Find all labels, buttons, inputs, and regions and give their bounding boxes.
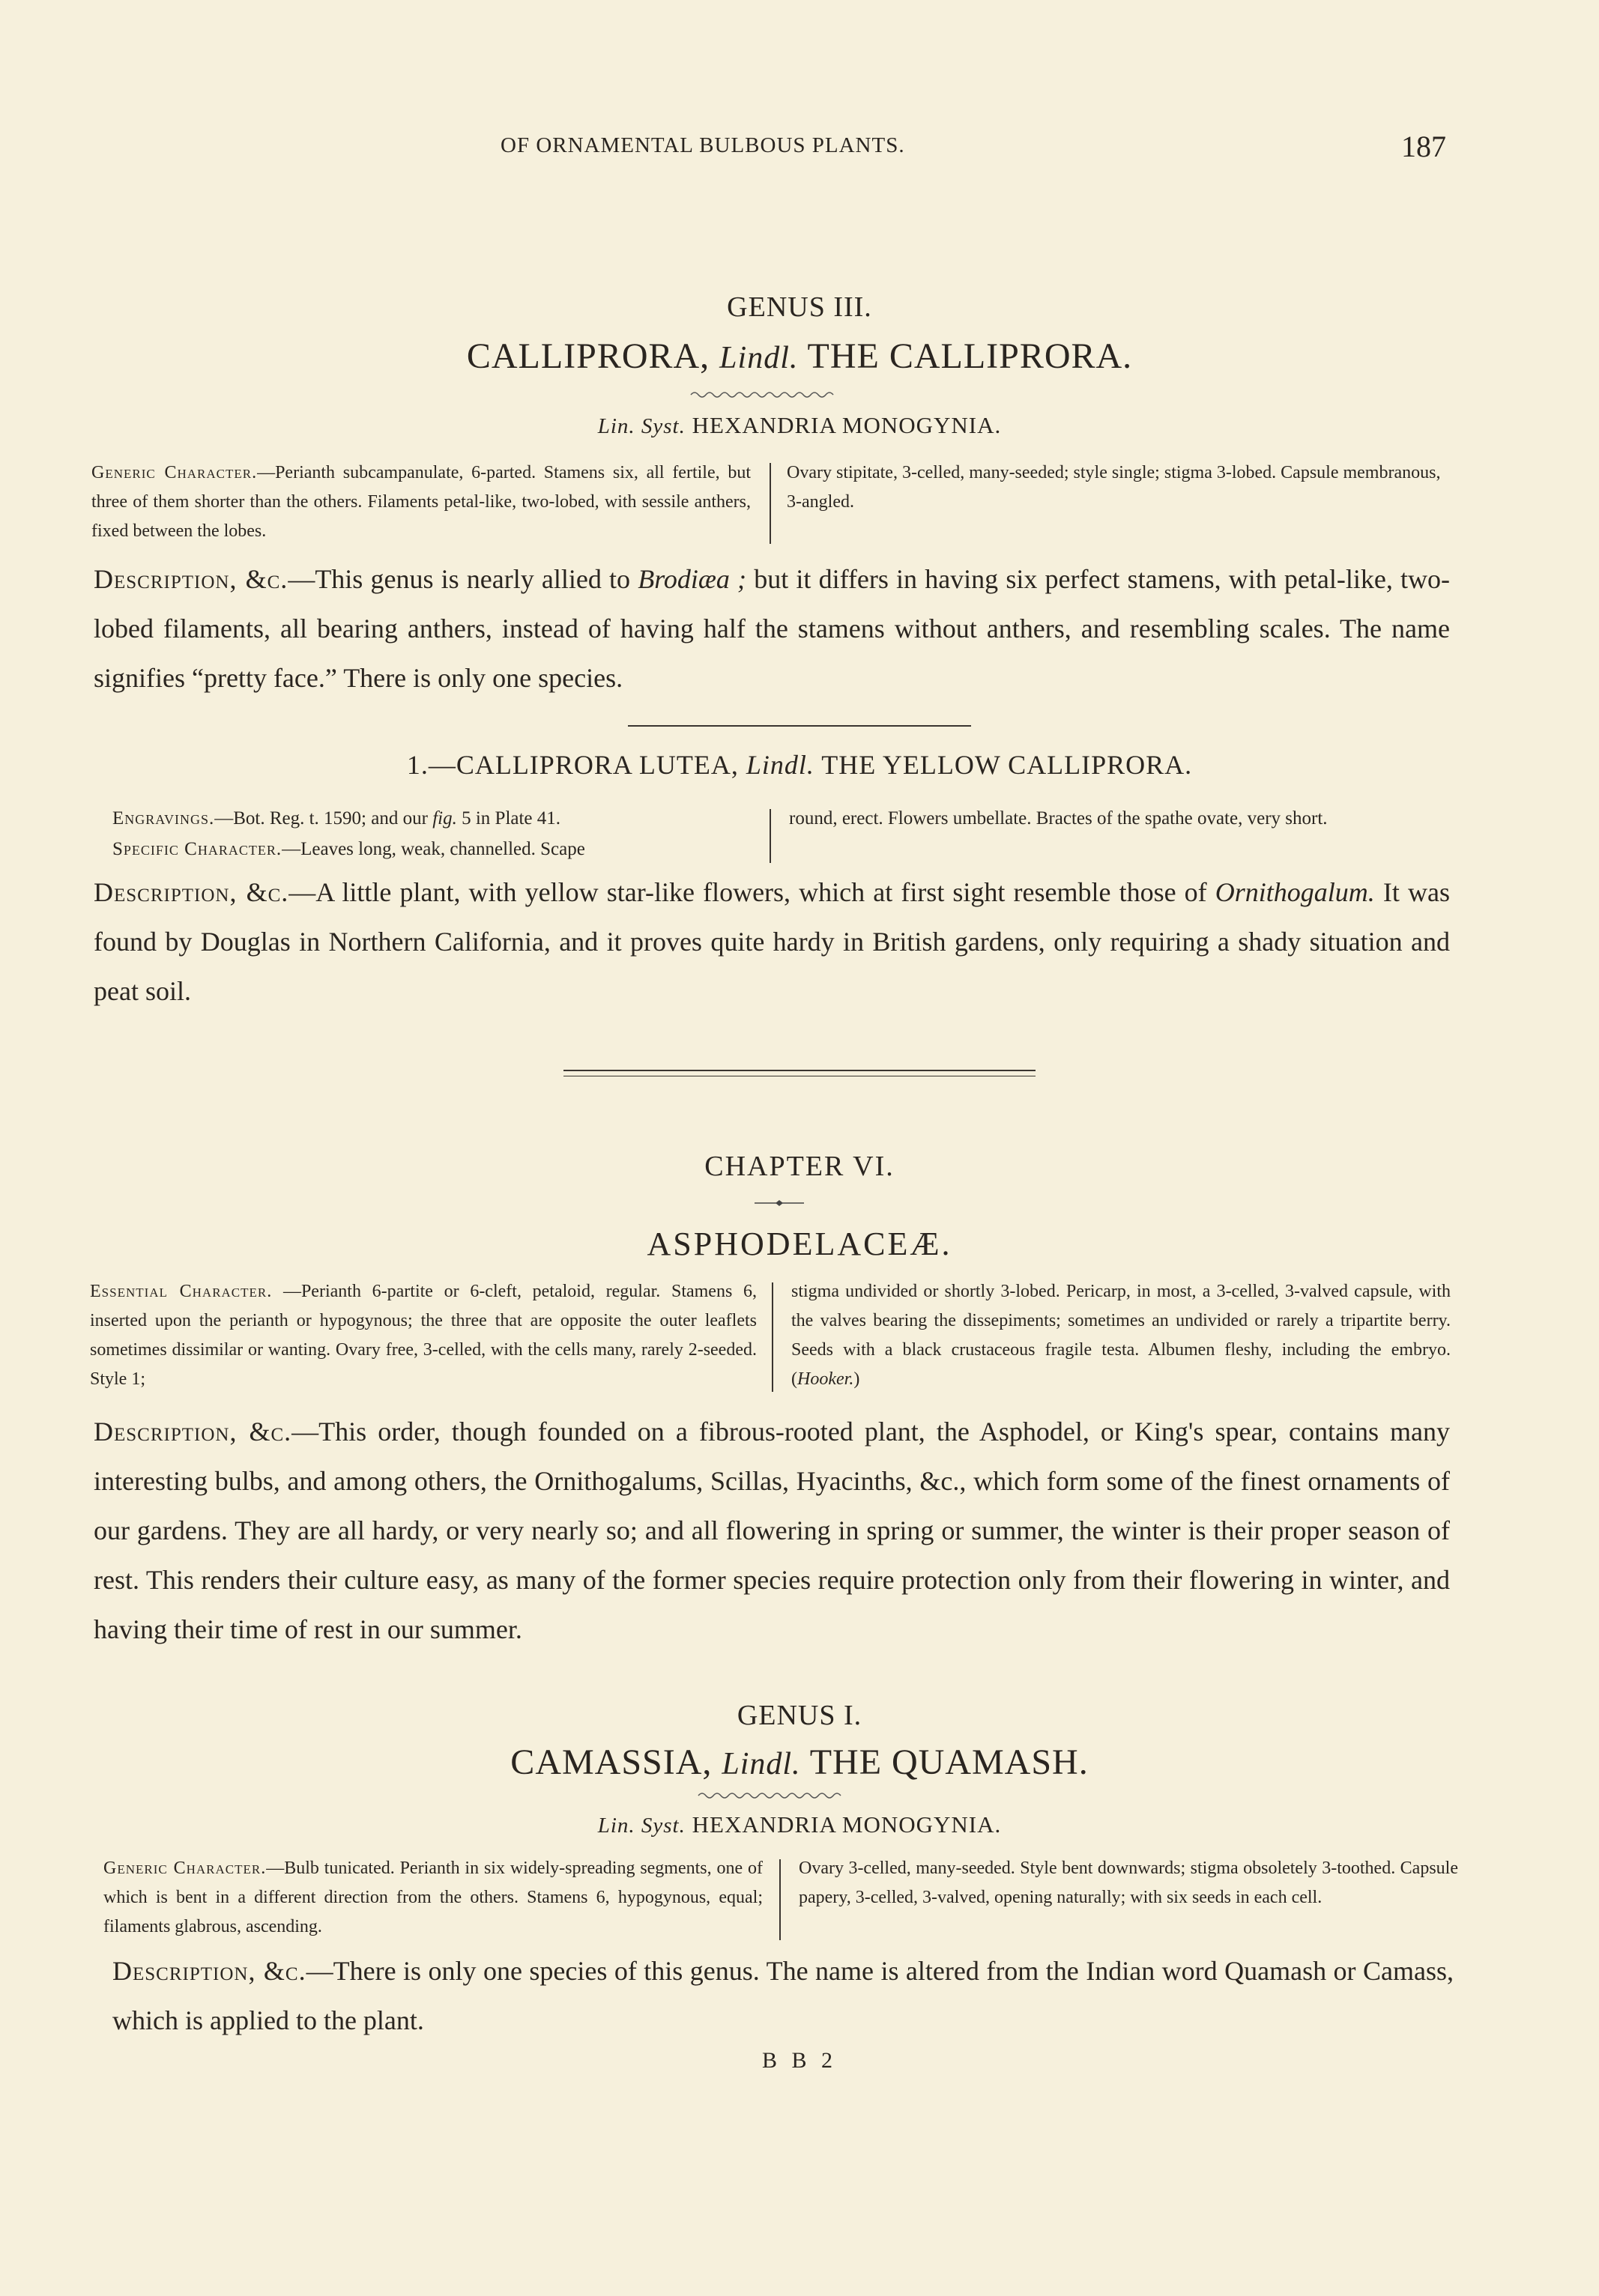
chapter-description: Description, &c.—This order, though founded on a fibrous-rooted plant, the Asphodel, or King's spear, contains many interesting bulbs, and among others, the Ornithogalums, Scillas, Hyacinths, &c., which form some of the finest ornaments of our gardens. They are all hardy, or very nearly so; and all flowering in spring or summer, the winter is their proper season of rest. This renders their culture easy, as many of the former species require protection only from their flowering in winter, and having their time of rest in our summer.	[94, 1417, 1450, 1644]
double-rule-top	[563, 1070, 1036, 1071]
column-divider	[770, 809, 771, 863]
species-engravings-left	[112, 803, 757, 864]
lin-syst-class: HEXANDRIA MONOGYNIA.	[692, 1811, 1002, 1838]
species-heading	[0, 749, 1599, 781]
signature-mark: B B 2	[761, 2048, 838, 2073]
squiggle-ornament	[697, 1790, 847, 1801]
genus-i-label: GENUS I.	[737, 1700, 862, 1731]
description-label: Description, &c.	[94, 1417, 292, 1447]
genus-iii-description: Description, &c.—This genus is nearly allied to Brodiæa ; but it differs in having six perfect stamens, with petal-like, two-lobed filaments, all bearing anthers, instead of having half the stamens without anthers, and resembling scales. The name signifies “pretty face.” There is only one species.	[94, 564, 1451, 693]
genus-i-common-name: THE QUAMASH.	[809, 1742, 1089, 1782]
description-label: Description, &c.	[112, 1956, 306, 1986]
genus-iii-linnaean-system	[0, 412, 1599, 439]
column-divider	[770, 463, 771, 544]
squiggle-ornament	[689, 390, 839, 400]
family-heading: ASPHODELACEÆ.	[647, 1226, 952, 1262]
column-divider	[779, 1859, 781, 1940]
genus-i-author: Lindl.	[722, 1747, 801, 1781]
species-common-name: THE YELLOW CALLIPRORA.	[821, 750, 1193, 780]
description-label: Description, &c.	[94, 564, 288, 594]
specific-character-line: Specific Character.—Leaves long, weak, channelled. Scape	[112, 839, 585, 859]
genus-i-generic-character-left: Generic Character.—Bulb tunicated. Perianth in six widely-spreading segments, one of which is bent in a different direction from the others. Stamens 6, hypogynous, equal; filaments glabrous, ascending.	[103, 1859, 764, 1936]
species-description: Description, &c.—A little plant, with yellow star-like flowers, which at first sight resemble those of Ornithogalum. It was found by Douglas in Northern California, and it proves quite hardy in British gardens, only requiring a shady situation and peat soil.	[94, 877, 1450, 1006]
genus-iii-common-name: THE CALLIPRORA.	[807, 336, 1133, 376]
genus-i-generic-character-right: Ovary 3-celled, many-seeded. Style bent downwards; stigma obsoletely 3-toothed. Capsule papery, 3-celled, 3-valved, opening naturally; with six seeds in each cell.	[799, 1859, 1458, 1907]
generic-character-label: Generic Character.	[91, 463, 258, 482]
dash-ornament	[753, 1199, 805, 1208]
essential-character-right: stigma undivided or shortly 3-lobed. Pericarp, in most, a 3-celled, 3-valved capsule, with the valves bearing the dissepiments; sometimes an undivided or rarely a tripartite berry. Seeds with a black crustaceous fragile testa. Albumen fleshy, including the embryo. (Hooker.)	[791, 1282, 1451, 1389]
lin-syst-prefix: Lin. Syst.	[597, 1814, 686, 1838]
genus-i-name: CAMASSIA,	[510, 1742, 713, 1782]
genus-i-title	[0, 1742, 1599, 1783]
species-character-right: round, erect. Flowers umbellate. Bractes of the spathe ovate, very short.	[789, 808, 1328, 829]
chapter-heading: CHAPTER VI.	[704, 1151, 895, 1182]
species-author: Lindl.	[746, 750, 814, 780]
genus-iii-generic-character-left	[91, 458, 751, 546]
essential-character-label: Essential Character.	[90, 1282, 273, 1301]
lin-syst-class: HEXANDRIA MONOGYNIA.	[692, 412, 1002, 438]
engravings-label: Engravings.	[112, 808, 215, 829]
lin-syst-prefix: Lin. Syst.	[597, 414, 686, 438]
genus-i-description: Description, &c.—There is only one species of this genus. The name is altered from the Indian word Quamash or Camass, which is applied to the plant.	[112, 1956, 1454, 2035]
genus-iii-label: GENUS III.	[727, 291, 872, 323]
running-title: OF ORNAMENTAL BULBOUS PLANTS.	[501, 133, 905, 157]
genus-iii-name: CALLIPRORA,	[466, 336, 710, 376]
genus-iii-generic-character-right: Ovary stipitate, 3-celled, many-seeded; style single; stigma 3-lobed. Capsule membranous, 3-angled.	[787, 463, 1441, 512]
generic-character-text: —Perianth subcampanulate, 6-parted. Stamens six, all fertile, but three of them shorter than the others. Filaments petal-like, two-lobed, with sessile anthers, fixed between the lobes.	[91, 463, 752, 541]
column-divider	[772, 1282, 773, 1392]
specific-character-label: Specific Character.	[112, 839, 282, 859]
description-label: Description, &c.	[94, 877, 289, 907]
generic-character-label: Generic Character.	[103, 1859, 267, 1878]
page-number: 187	[1401, 130, 1446, 163]
species-name: 1.—CALLIPRORA LUTEA,	[406, 750, 739, 780]
engravings-line: Engravings.—Bot. Reg. t. 1590; and our fig. 5 in Plate 41.	[112, 808, 561, 829]
section-rule	[628, 725, 971, 727]
genus-iii-author: Lindl.	[719, 341, 799, 375]
essential-character-left: Essential Character. —Perianth 6-partite or 6-cleft, petaloid, regular. Stamens 6, inserted upon the perianth or hypogynous; the three that are opposite the outer leaflets sometimes dissimilar or wanting. Ovary free, 3-celled, with the cells many, rarely 2-seeded. Style 1;	[90, 1282, 757, 1389]
genus-iii-title	[0, 336, 1599, 377]
genus-i-linnaean-system	[0, 1811, 1599, 1838]
